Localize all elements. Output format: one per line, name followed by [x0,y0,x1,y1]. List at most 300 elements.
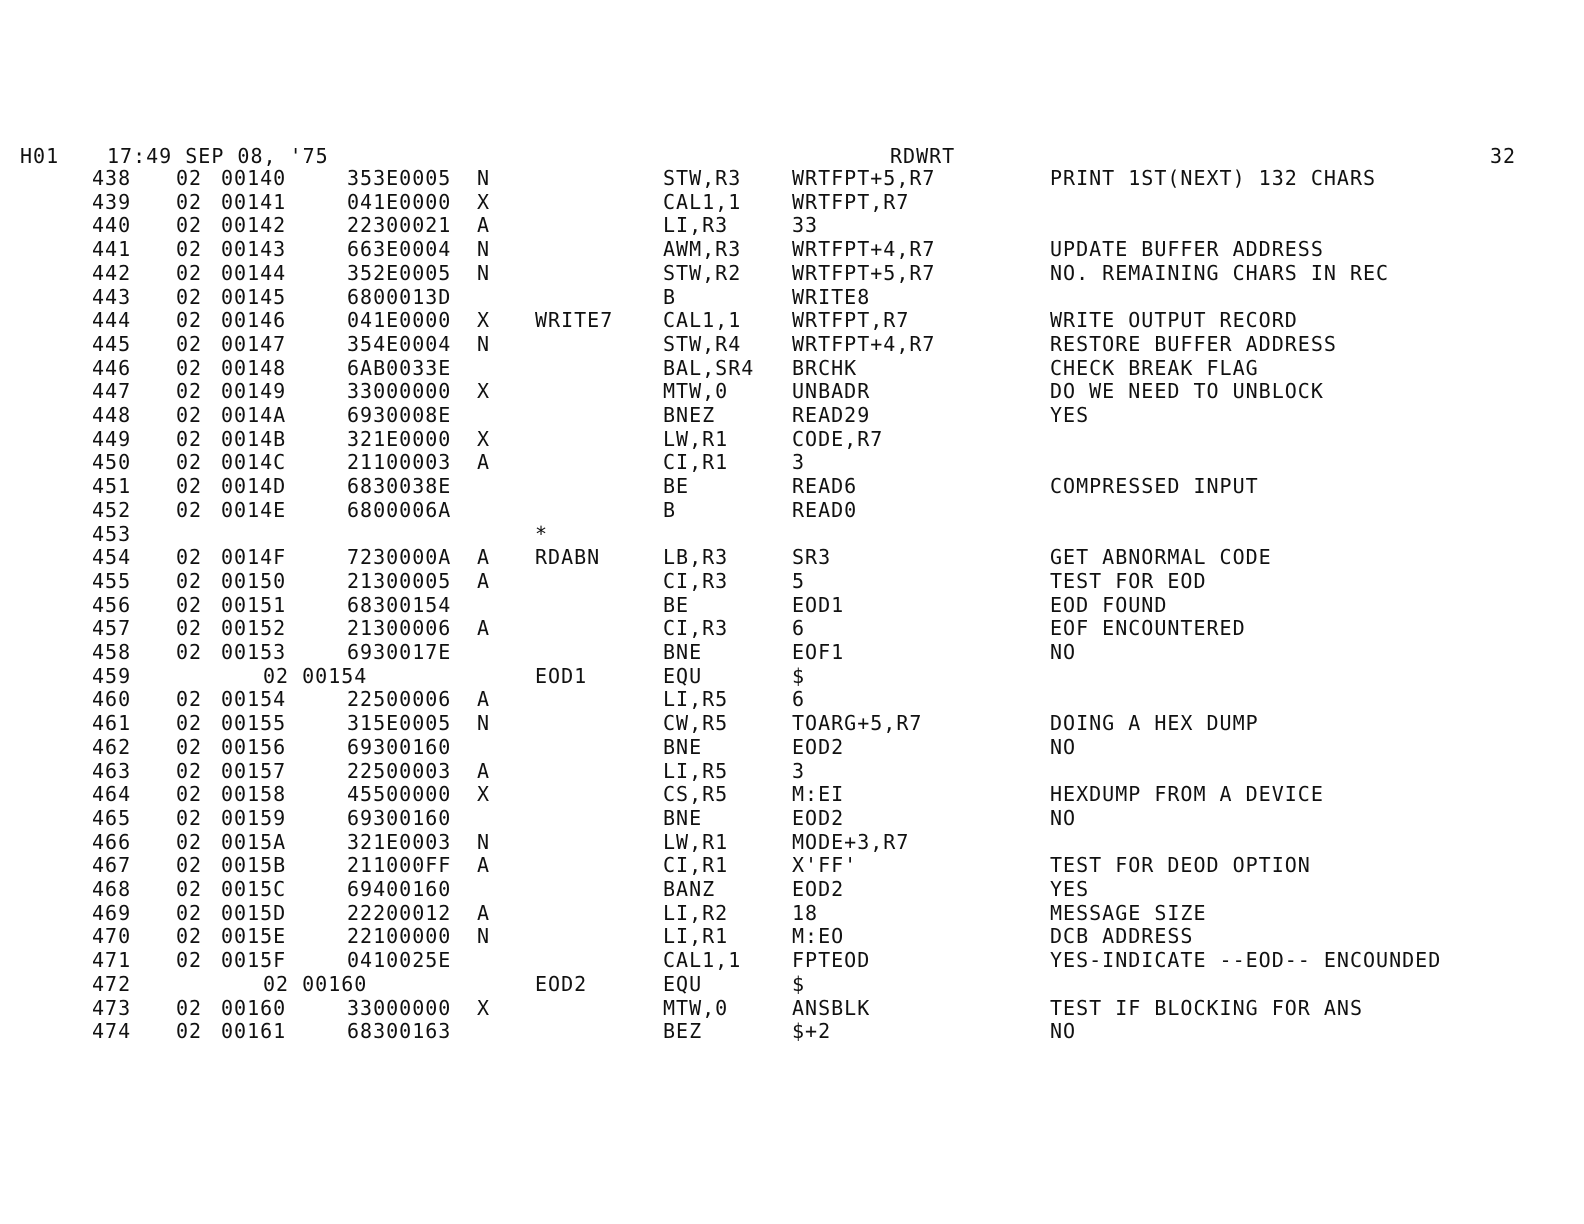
line-number: 446 [92,356,132,380]
line-number: 464 [92,782,132,806]
listing-line [0,427,1584,451]
listing-line [0,664,1584,688]
operand: FPTEOD [792,948,871,972]
opcode: CI,R1 [663,450,729,474]
line-number: 455 [92,569,132,593]
object-code: 69400160 [347,877,452,901]
segment: 02 [176,877,203,901]
segment: 02 [176,782,203,806]
opcode: LI,R5 [663,759,729,783]
address: 00142 [221,213,287,237]
address: 0015A [221,830,287,854]
line-number: 469 [92,901,132,925]
operand: 6 [792,616,806,640]
opcode: STW,R2 [663,261,742,285]
opcode: LW,R1 [663,830,729,854]
address: 0014A [221,403,287,427]
address: 0015F [221,948,287,972]
line-number: 460 [92,687,132,711]
operand: $ [792,972,806,996]
line-number: 459 [92,664,132,688]
line-number: 462 [92,735,132,759]
listing-line [0,972,1584,996]
comment: PRINT 1ST(NEXT) 132 CHARS [1050,166,1377,190]
operand: EOF1 [792,640,845,664]
line-number: 458 [92,640,132,664]
listing-line [0,687,1584,711]
relocation-flag: N [477,237,491,261]
object-code: 6800013D [347,285,452,309]
listing-line [0,948,1584,972]
opcode: CI,R3 [663,616,729,640]
line-number: 474 [92,1019,132,1043]
object-code: 22100000 [347,924,452,948]
segment: 02 [176,853,203,877]
listing-line [0,308,1584,332]
address: 00150 [221,569,287,593]
line-number: 449 [92,427,132,451]
line-number: 452 [92,498,132,522]
object-code: 6830038E [347,474,452,498]
operand: EOD2 [792,877,845,901]
opcode: BE [663,593,690,617]
listing-line [0,830,1584,854]
relocation-flag: A [477,759,491,783]
relocation-flag: N [477,924,491,948]
object-code: 33000000 [347,996,452,1020]
comment: DOING A HEX DUMP [1050,711,1259,735]
address: 00156 [221,735,287,759]
address: 0015B [221,853,287,877]
object-code: 0410025E [347,948,452,972]
comment: MESSAGE SIZE [1050,901,1207,925]
line-number: 472 [92,972,132,996]
line-number: 441 [92,237,132,261]
line-number: 438 [92,166,132,190]
listing-line [0,616,1584,640]
address: 00141 [221,190,287,214]
segment: 02 [176,593,203,617]
segment: 02 [176,759,203,783]
comment: TEST IF BLOCKING FOR ANS [1050,996,1363,1020]
object-code: 7230000A [347,545,452,569]
relocation-flag: A [477,687,491,711]
segment: 02 [176,545,203,569]
line-number: 451 [92,474,132,498]
object-code: 21100003 [347,450,452,474]
address: 0015E [221,924,287,948]
line-number: 443 [92,285,132,309]
operand: BRCHK [792,356,858,380]
object-code: 45500000 [347,782,452,806]
address: 00161 [221,1019,287,1043]
object-code: 321E0003 [347,830,452,854]
relocation-flag: N [477,166,491,190]
operand: TOARG+5,R7 [792,711,923,735]
opcode: CAL1,1 [663,190,742,214]
segment: 02 [176,261,203,285]
address: 0014F [221,545,287,569]
segment: 02 [176,166,203,190]
operand: WRTFPT,R7 [792,190,910,214]
comment: UPDATE BUFFER ADDRESS [1050,237,1324,261]
operand: UNBADR [792,379,871,403]
relocation-flag: X [477,308,491,332]
operand: WRTFPT+4,R7 [792,237,936,261]
object-code: 21300005 [347,569,452,593]
comment: EOD FOUND [1050,593,1168,617]
listing-line [0,332,1584,356]
opcode: CI,R1 [663,853,729,877]
operand: X'FF' [792,853,858,877]
segment: 02 [176,403,203,427]
opcode: EQU [663,664,703,688]
line-number: 447 [92,379,132,403]
opcode: CI,R3 [663,569,729,593]
segment: 02 [176,498,203,522]
listing-line [0,782,1584,806]
comment: DCB ADDRESS [1050,924,1194,948]
comment: EOF ENCOUNTERED [1050,616,1246,640]
opcode: STW,R4 [663,332,742,356]
operand: READ29 [792,403,871,427]
header-page-number: 32 [1490,144,1517,168]
relocation-flag: X [477,782,491,806]
segment: 02 [176,213,203,237]
object-code: 041E0000 [347,190,452,214]
line-number: 450 [92,450,132,474]
address: 00155 [221,711,287,735]
listing-line [0,924,1584,948]
opcode: LW,R1 [663,427,729,451]
opcode: LI,R2 [663,901,729,925]
comment: NO [1050,735,1077,759]
address: 00159 [221,806,287,830]
line-number: 466 [92,830,132,854]
listing-line [0,569,1584,593]
listing-line [0,545,1584,569]
relocation-flag: X [477,996,491,1020]
operand: EOD1 [792,593,845,617]
listing-line [0,213,1584,237]
listing-line [0,759,1584,783]
equ-value: 02 00154 [263,664,368,688]
operand: READ6 [792,474,858,498]
address: 00151 [221,593,287,617]
operand: SR3 [792,545,832,569]
segment: 02 [176,924,203,948]
relocation-flag: N [477,261,491,285]
opcode: LI,R1 [663,924,729,948]
opcode: BNE [663,806,703,830]
comment: COMPRESSED INPUT [1050,474,1259,498]
address: 00152 [221,616,287,640]
object-code: 6930017E [347,640,452,664]
operand: READ0 [792,498,858,522]
line-number: 467 [92,853,132,877]
label: EOD1 [535,664,588,688]
line-number: 470 [92,924,132,948]
comment: TEST FOR DEOD OPTION [1050,853,1311,877]
listing-line [0,237,1584,261]
listing-line [0,735,1584,759]
line-number: 445 [92,332,132,356]
object-code: 69300160 [347,806,452,830]
opcode: BNE [663,640,703,664]
address: 00153 [221,640,287,664]
operand: $ [792,664,806,688]
address: 0015C [221,877,287,901]
operand: WRTFPT+4,R7 [792,332,936,356]
segment: 02 [176,830,203,854]
line-number: 457 [92,616,132,640]
segment: 02 [176,285,203,309]
relocation-flag: A [477,569,491,593]
opcode: CAL1,1 [663,308,742,332]
line-number: 463 [92,759,132,783]
opcode: LB,R3 [663,545,729,569]
equ-value: 02 00160 [263,972,368,996]
object-code: 69300160 [347,735,452,759]
segment: 02 [176,735,203,759]
header-datetime: 17:49 SEP 08, '75 [107,144,329,168]
segment: 02 [176,901,203,925]
address: 00145 [221,285,287,309]
line-number: 448 [92,403,132,427]
opcode: LI,R3 [663,213,729,237]
opcode: BANZ [663,877,716,901]
listing-line [0,1019,1584,1043]
opcode: BEZ [663,1019,703,1043]
object-code: 211000FF [347,853,452,877]
opcode: MTW,0 [663,379,729,403]
line-number: 473 [92,996,132,1020]
line-number: 453 [92,522,132,546]
listing-line [0,853,1584,877]
comment: CHECK BREAK FLAG [1050,356,1259,380]
relocation-flag: N [477,830,491,854]
listing-line [0,640,1584,664]
listing-line [0,877,1584,901]
relocation-flag: N [477,332,491,356]
operand: 3 [792,450,806,474]
object-code: 315E0005 [347,711,452,735]
operand: $+2 [792,1019,832,1043]
segment: 02 [176,190,203,214]
listing-line [0,901,1584,925]
segment: 02 [176,332,203,356]
operand: WRTFPT+5,R7 [792,261,936,285]
operand: CODE,R7 [792,427,884,451]
object-code: 33000000 [347,379,452,403]
operand: 33 [792,213,819,237]
object-code: 22300021 [347,213,452,237]
relocation-flag: A [477,213,491,237]
listing-line [0,450,1584,474]
line-number: 442 [92,261,132,285]
object-code: 68300163 [347,1019,452,1043]
address: 00154 [221,687,287,711]
opcode: BAL,SR4 [663,356,755,380]
address: 0015D [221,901,287,925]
line-number: 456 [92,593,132,617]
operand: WRTFPT,R7 [792,308,910,332]
operand: ANSBLK [792,996,871,1020]
opcode: STW,R3 [663,166,742,190]
address: 0014D [221,474,287,498]
comment: WRITE OUTPUT RECORD [1050,308,1298,332]
line-number: 439 [92,190,132,214]
line-number: 454 [92,545,132,569]
line-number: 468 [92,877,132,901]
listing-line [0,498,1584,522]
opcode: EQU [663,972,703,996]
header-program: RDWRT [890,144,956,168]
listing-line [0,996,1584,1020]
operand: MODE+3,R7 [792,830,910,854]
listing-line [0,285,1584,309]
header-id: H01 [20,144,60,168]
comment: HEXDUMP FROM A DEVICE [1050,782,1324,806]
line-number: 444 [92,308,132,332]
object-code: 354E0004 [347,332,452,356]
object-code: 6930008E [347,403,452,427]
comment: NO [1050,1019,1077,1043]
comment: TEST FOR EOD [1050,569,1207,593]
segment: 02 [176,640,203,664]
line-number: 440 [92,213,132,237]
segment: 02 [176,427,203,451]
operand: EOD2 [792,806,845,830]
label: RDABN [535,545,601,569]
operand: EOD2 [792,735,845,759]
address: 0014E [221,498,287,522]
opcode: CAL1,1 [663,948,742,972]
segment: 02 [176,948,203,972]
address: 00146 [221,308,287,332]
operand: 3 [792,759,806,783]
operand: 6 [792,687,806,711]
listing-line [0,403,1584,427]
relocation-flag: A [477,545,491,569]
address: 00140 [221,166,287,190]
object-code: 21300006 [347,616,452,640]
listing-line [0,474,1584,498]
object-code: 6AB0033E [347,356,452,380]
address: 00144 [221,261,287,285]
object-code: 321E0000 [347,427,452,451]
comment: NO. REMAINING CHARS IN REC [1050,261,1390,285]
object-code: 041E0000 [347,308,452,332]
opcode: CS,R5 [663,782,729,806]
segment: 02 [176,687,203,711]
operand: M:EO [792,924,845,948]
opcode: BNEZ [663,403,716,427]
opcode: BNE [663,735,703,759]
listing-line [0,711,1584,735]
relocation-flag: A [477,616,491,640]
object-code: 68300154 [347,593,452,617]
object-code: 6800006A [347,498,452,522]
opcode: MTW,0 [663,996,729,1020]
segment: 02 [176,996,203,1020]
listing-line [0,593,1584,617]
segment: 02 [176,616,203,640]
opcode: CW,R5 [663,711,729,735]
segment: 02 [176,1019,203,1043]
object-code: 22500006 [347,687,452,711]
opcode: B [663,285,677,309]
segment: 02 [176,237,203,261]
operand: WRTFPT+5,R7 [792,166,936,190]
relocation-flag: X [477,379,491,403]
operand: 18 [792,901,819,925]
comment: YES [1050,877,1090,901]
object-code: 22200012 [347,901,452,925]
line-number: 461 [92,711,132,735]
segment: 02 [176,806,203,830]
address: 00157 [221,759,287,783]
address: 0014B [221,427,287,451]
object-code: 353E0005 [347,166,452,190]
listing-line [0,166,1584,190]
listing-line [0,356,1584,380]
relocation-flag: A [477,450,491,474]
address: 00158 [221,782,287,806]
object-code: 22500003 [347,759,452,783]
relocation-flag: X [477,190,491,214]
segment: 02 [176,569,203,593]
listing-line [0,379,1584,403]
address: 0014C [221,450,287,474]
segment: 02 [176,711,203,735]
opcode: B [663,498,677,522]
comment: NO [1050,806,1077,830]
address: 00160 [221,996,287,1020]
label: * [535,522,549,546]
opcode: AWM,R3 [663,237,742,261]
listing-line [0,522,1584,546]
segment: 02 [176,356,203,380]
relocation-flag: A [477,853,491,877]
object-code: 663E0004 [347,237,452,261]
address: 00148 [221,356,287,380]
label: EOD2 [535,972,588,996]
comment: GET ABNORMAL CODE [1050,545,1272,569]
line-number: 465 [92,806,132,830]
operand: 5 [792,569,806,593]
operand: M:EI [792,782,845,806]
relocation-flag: N [477,711,491,735]
relocation-flag: X [477,427,491,451]
comment: YES-INDICATE --EOD-- ENCOUNDED [1050,948,1442,972]
comment: RESTORE BUFFER ADDRESS [1050,332,1337,356]
segment: 02 [176,308,203,332]
object-code: 352E0005 [347,261,452,285]
address: 00147 [221,332,287,356]
comment: NO [1050,640,1077,664]
listing-line [0,806,1584,830]
listing-line [0,190,1584,214]
segment: 02 [176,379,203,403]
listing-line [0,261,1584,285]
comment: DO WE NEED TO UNBLOCK [1050,379,1324,403]
opcode: LI,R5 [663,687,729,711]
operand: WRITE8 [792,285,871,309]
address: 00149 [221,379,287,403]
comment: YES [1050,403,1090,427]
relocation-flag: A [477,901,491,925]
